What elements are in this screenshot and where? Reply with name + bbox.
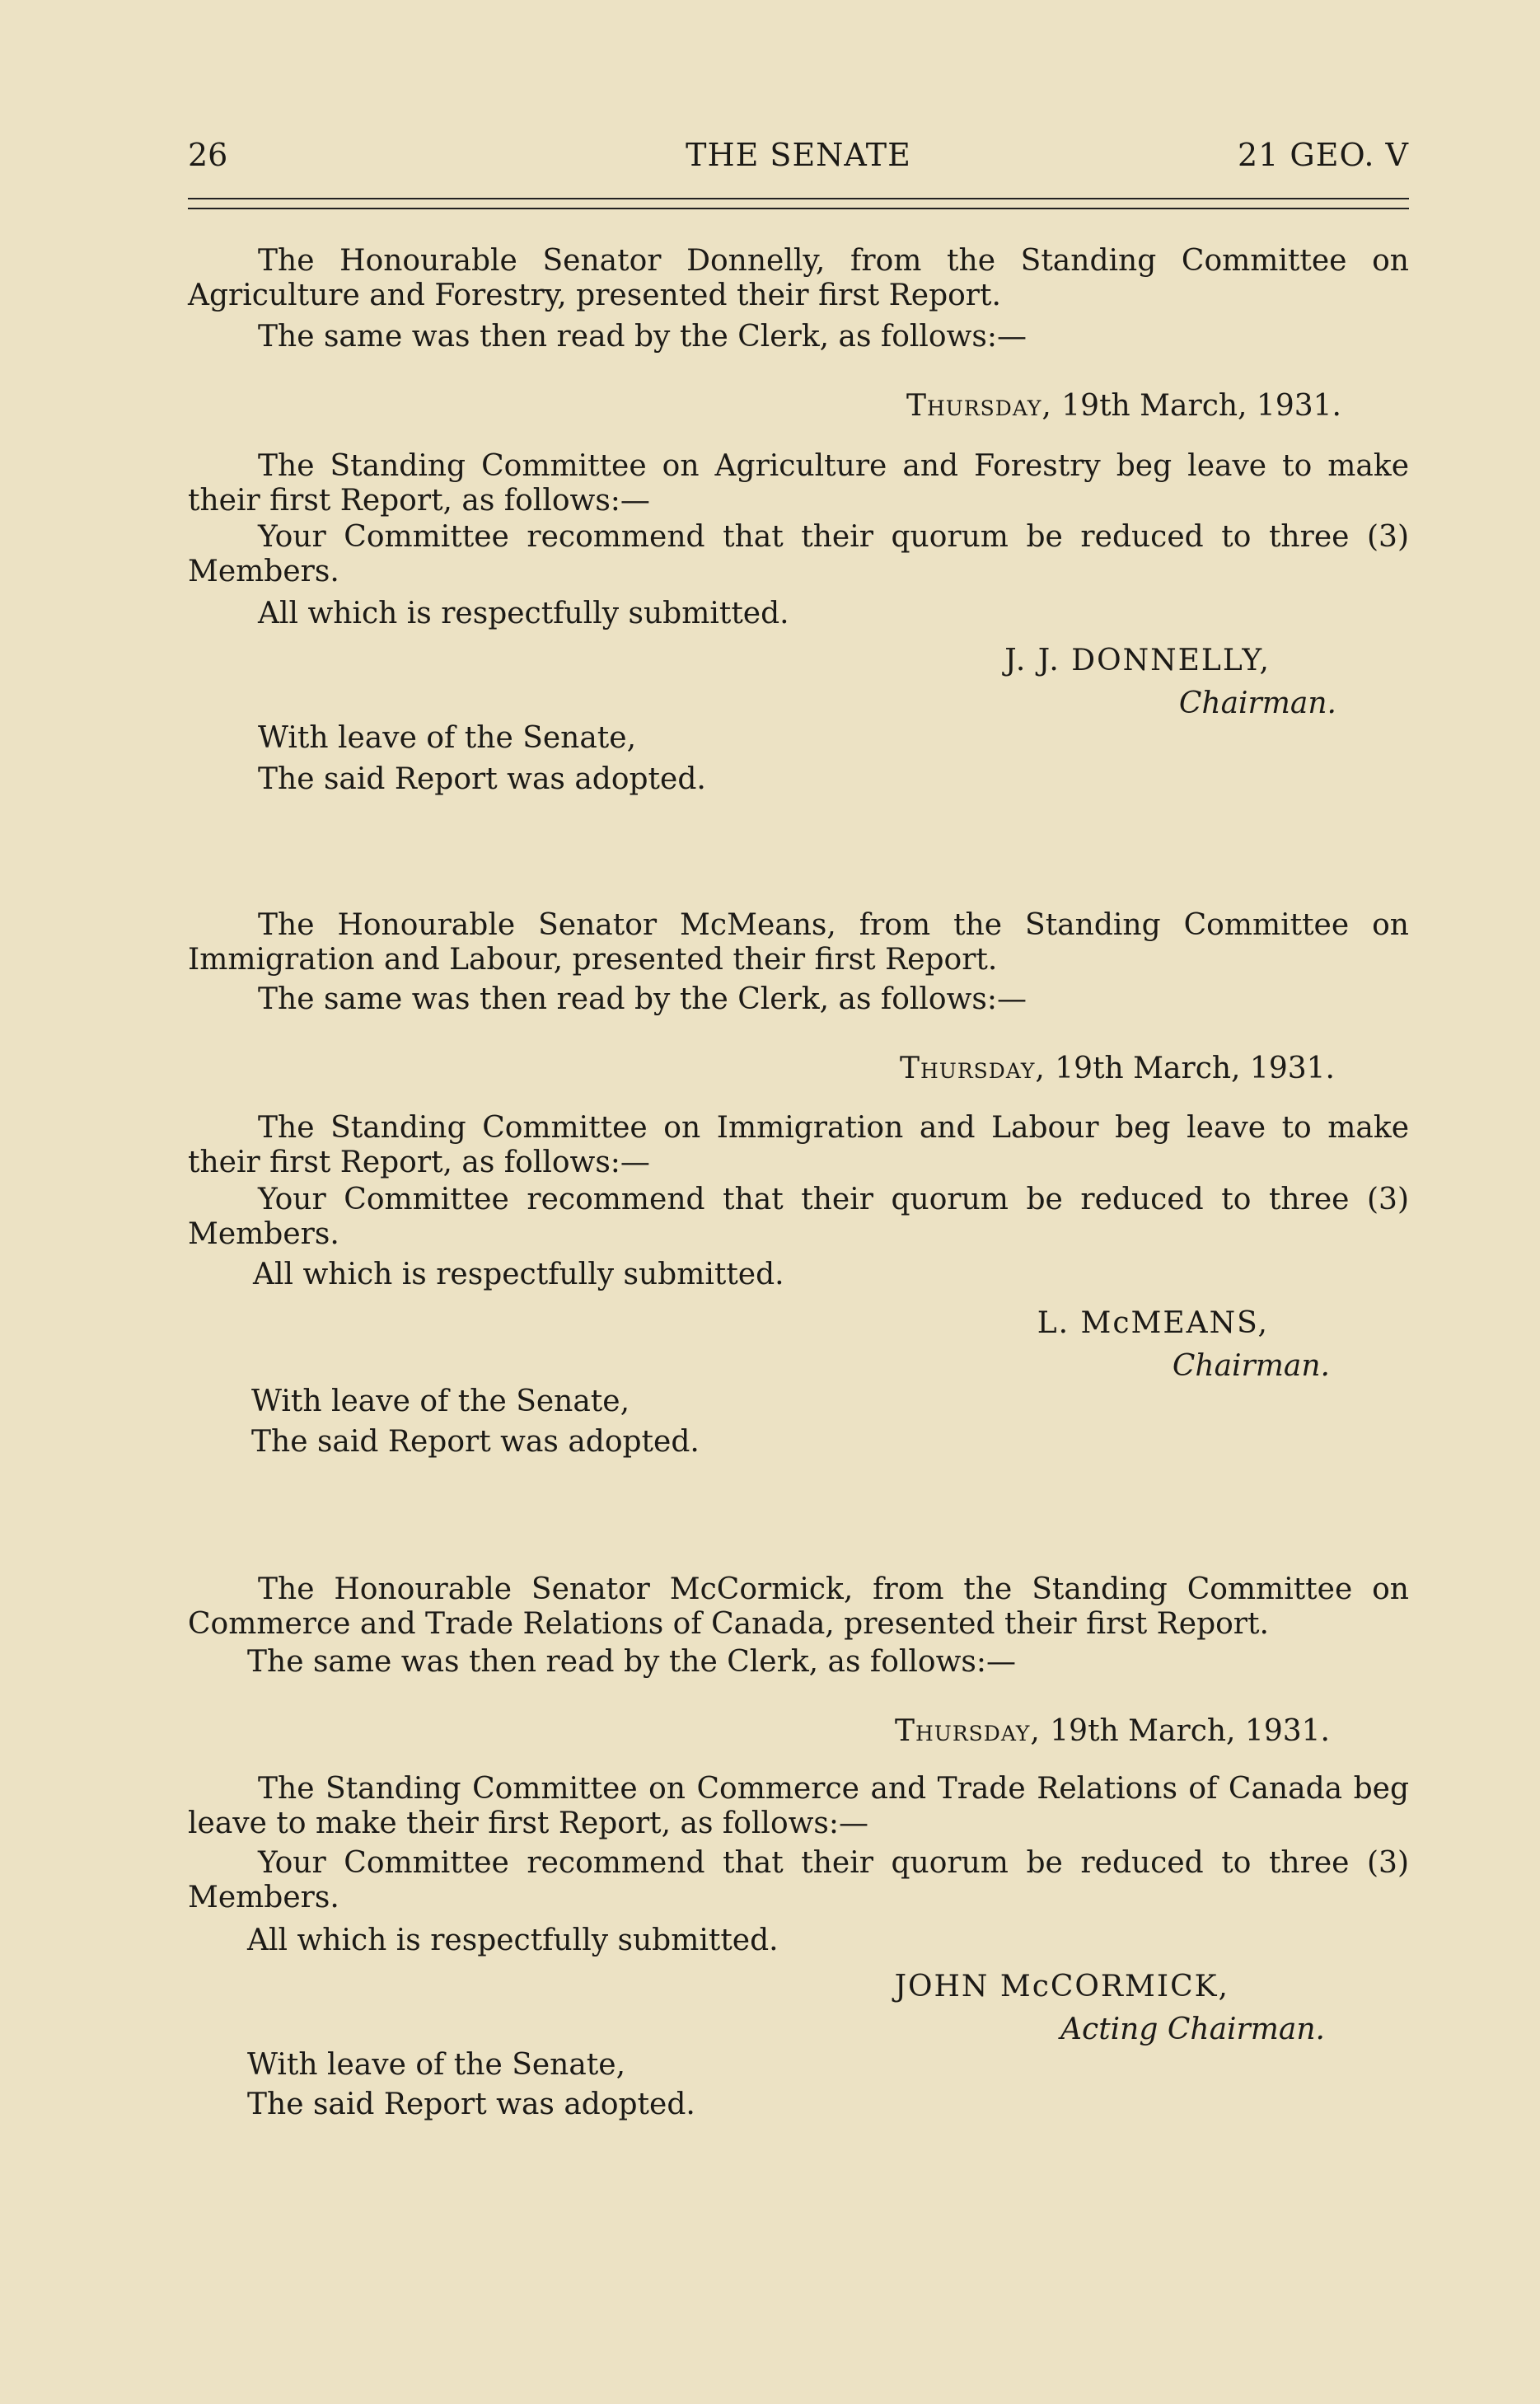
report-recommendation: Your Committee recommend that their quorum be reduced to three (3) Members. — [188, 520, 1409, 588]
date-rest: 19th March, 1931. — [1045, 1052, 1335, 1085]
report-read-line: The same was then read by the Clerk, as follows:— — [247, 1645, 1017, 1679]
report-read-line: The same was then read by the Clerk, as follows:— — [258, 982, 1027, 1016]
report-adopted: The said Report was adopted. — [251, 1425, 700, 1459]
report-intro: The Honourable Senator McMeans, from the Standing Committee on Immigration and Labour, presented their first Report. — [188, 908, 1409, 977]
report-signatory: JOHN McCORMICK, — [894, 1970, 1229, 2003]
date-rest: 19th March, 1931. — [1040, 1714, 1330, 1748]
report-recommendation: Your Committee recommend that their quorum be reduced to three (3) Members. — [188, 1183, 1409, 1251]
report-leave: With leave of the Senate, — [251, 1385, 630, 1418]
report-signatory-role: Chairman. — [1172, 1349, 1330, 1383]
page-number: 26 — [188, 137, 228, 173]
report-recommendation: Your Committee recommend that their quorum be reduced to three (3) Members. — [188, 1846, 1409, 1914]
page-header — [188, 137, 1409, 186]
date-day: Thursday, — [894, 1714, 1041, 1748]
report-intro: The Honourable Senator McCormick, from the Standing Committee on Commerce and Trade Relations of Canada, presented their first Report. — [188, 1572, 1409, 1641]
report-signatory: J. J. DONNELLY, — [1004, 644, 1271, 677]
report-read-line: The same was then read by the Clerk, as follows:— — [258, 320, 1027, 354]
report-signatory-role: Chairman. — [1178, 687, 1336, 720]
report-adopted: The said Report was adopted. — [247, 2088, 695, 2121]
report-signatory-role: Acting Chairman. — [1060, 2013, 1325, 2046]
date-day: Thursday, — [899, 1052, 1046, 1085]
report-intro: The Honourable Senator Donnelly, from the Standing Committee on Agriculture and Forestry, presented their first Report. — [188, 244, 1409, 312]
report-submitted: All which is respectfully submitted. — [253, 1258, 784, 1291]
report-date — [895, 1714, 1330, 1749]
report-date — [900, 1052, 1335, 1086]
header-double-rule — [188, 198, 1409, 209]
regnal-year: 21 GEO. V — [1237, 137, 1409, 173]
report-body: The Standing Committee on Commerce and Trade Relations of Canada beg leave to make their first Report, as follows:— — [188, 1772, 1409, 1840]
report-adopted: The said Report was adopted. — [258, 762, 706, 796]
report-leave: With leave of the Senate, — [247, 2048, 626, 2082]
page-title: THE SENATE — [686, 137, 911, 173]
report-leave: With leave of the Senate, — [258, 721, 637, 755]
report-signatory: L. McMEANS, — [1037, 1306, 1269, 1340]
report-submitted: All which is respectfully submitted. — [258, 597, 789, 630]
date-day: Thursday, — [906, 389, 1052, 423]
report-body: The Standing Committee on Immigration and Labour beg leave to make their first Report, as follows:— — [188, 1111, 1409, 1179]
report-submitted: All which is respectfully submitted. — [247, 1924, 779, 1957]
report-body: The Standing Committee on Agriculture and Forestry beg leave to make their first Report, as follows:— — [188, 449, 1409, 518]
date-rest: 19th March, 1931. — [1051, 389, 1341, 423]
report-date — [906, 389, 1341, 424]
